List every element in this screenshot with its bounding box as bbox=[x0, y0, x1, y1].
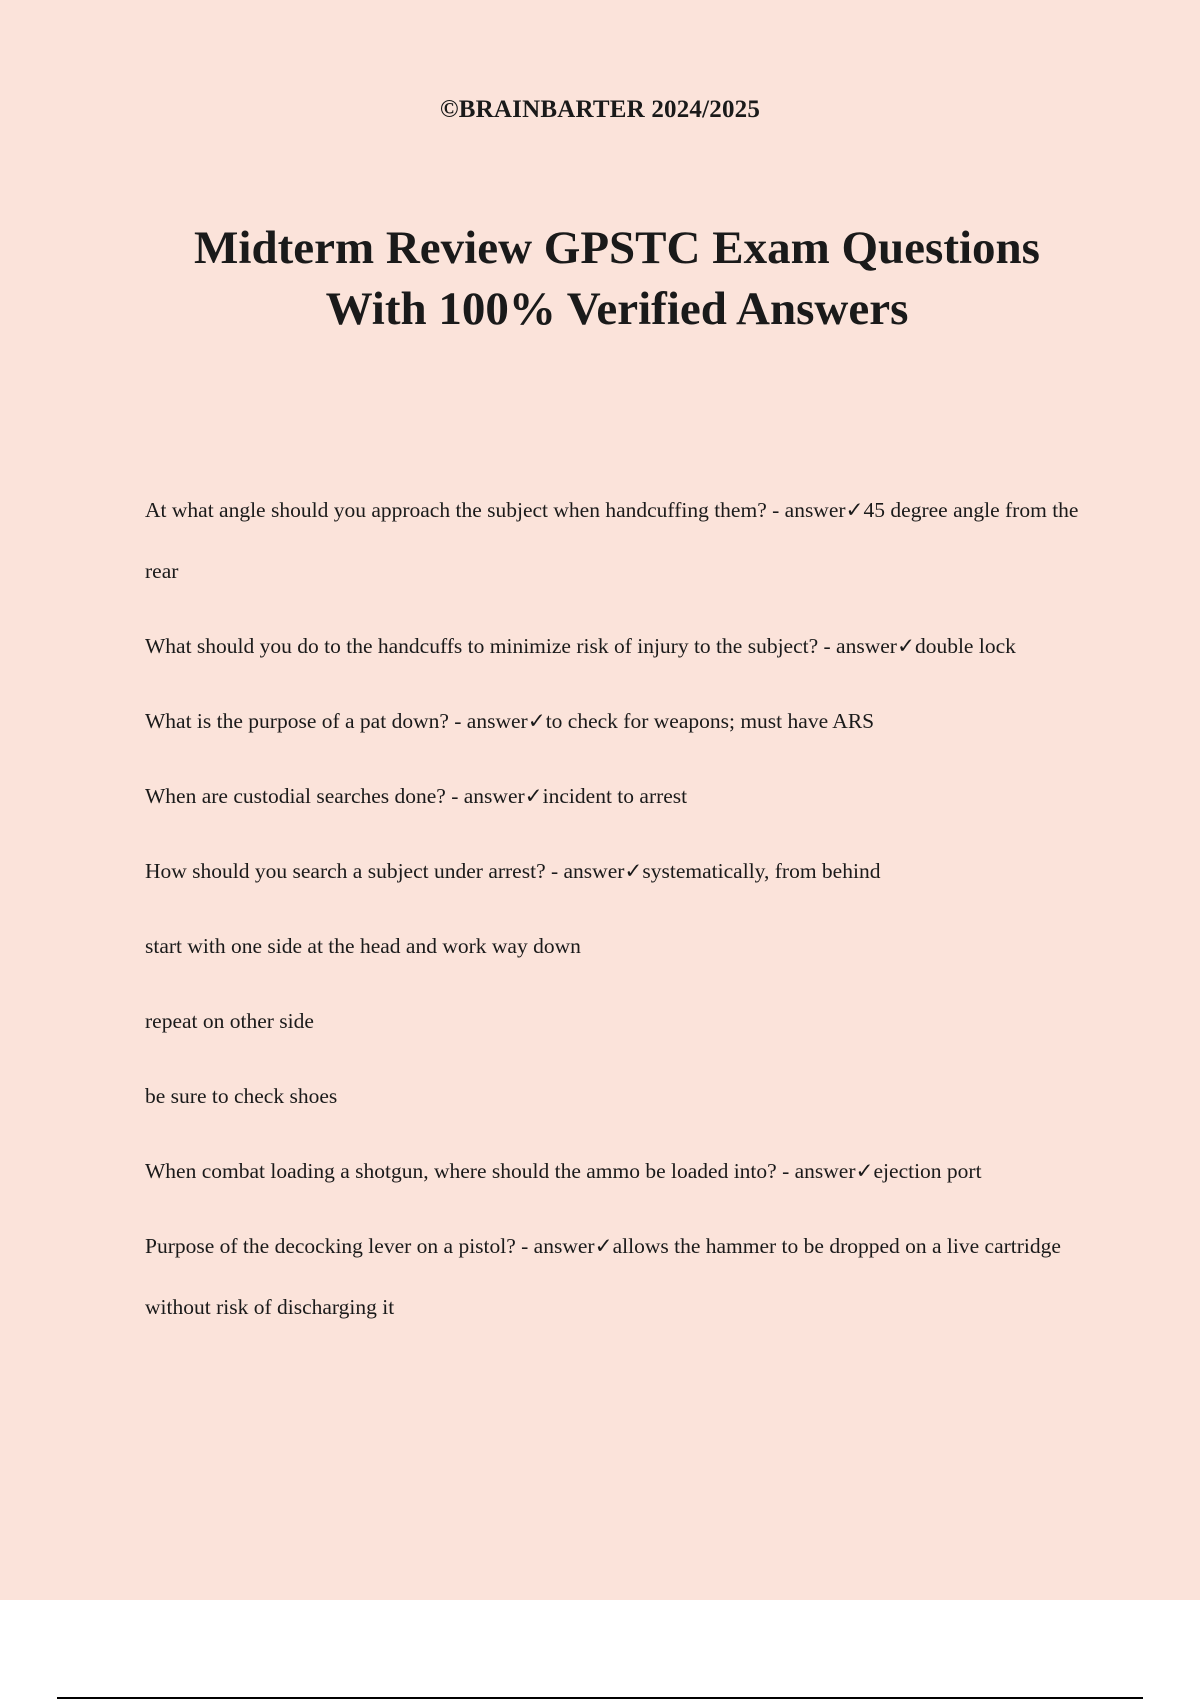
qa-paragraph: When combat loading a shotgun, where should the ammo be loaded into? - answer✓ejection port bbox=[145, 1159, 982, 1183]
qa-content bbox=[145, 480, 1095, 1338]
qa-paragraph: start with one side at the head and work way down bbox=[145, 934, 581, 958]
qa-paragraph: When are custodial searches done? - answer✓incident to arrest bbox=[145, 784, 688, 808]
qa-paragraph: How should you search a subject under arrest? - answer✓systematically, from behind bbox=[145, 859, 881, 883]
title-line: With 100% Verified Answers bbox=[325, 283, 909, 335]
qa-paragraph: repeat on other side bbox=[145, 1009, 314, 1033]
qa-paragraph: be sure to check shoes bbox=[145, 1084, 338, 1108]
title-line: Midterm Review GPSTC Exam Questions bbox=[194, 222, 1040, 274]
qa-paragraph: What should you do to the handcuffs to minimize risk of injury to the subject? - answer✓double lock bbox=[145, 634, 1016, 658]
qa-paragraph: Purpose of the decocking lever on a pistol? - answer✓allows the hammer to be dropped on a live cartridge without risk of discharging it bbox=[145, 1234, 1061, 1319]
qa-paragraph: What is the purpose of a pat down? - answer✓to check for weapons; must have ARS bbox=[145, 709, 875, 733]
qa-paragraph: At what angle should you approach the subject when handcuffing them? - answer✓45 degree angle from the rear bbox=[145, 498, 1079, 583]
copyright-header: ©BRAINBARTER 2024/2025 bbox=[439, 96, 761, 123]
bottom-divider bbox=[57, 1697, 1143, 1699]
document-title bbox=[0, 218, 1200, 340]
